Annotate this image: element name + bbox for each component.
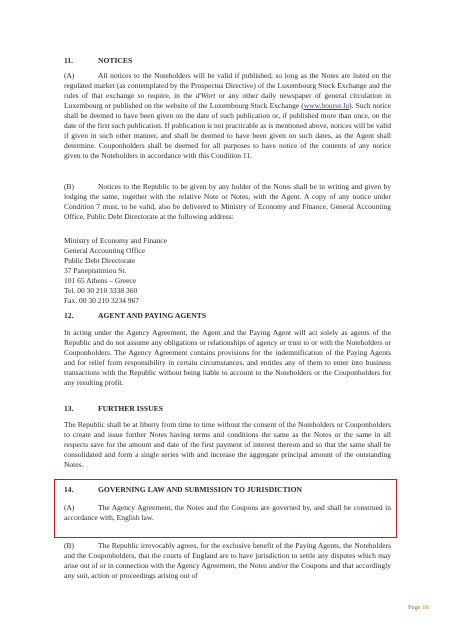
agents-paragraph bbox=[64, 328, 391, 388]
page-number: Page 16 bbox=[408, 604, 429, 611]
section-number: 11. bbox=[64, 56, 74, 65]
ministry-address bbox=[64, 236, 167, 306]
section-13-heading bbox=[64, 404, 394, 414]
notices-paragraph-a bbox=[64, 71, 391, 161]
address-line: Fax. 00 30 210 3234 967 bbox=[64, 296, 139, 305]
paragraph-text: Notices to the Republic to be given by any holder of the Notes shall be in writing and given by lodging the same, together with the relative Note or Notes, with the Agent. A copy of any notice under Condition 7 must, to be valid, also be delivered to Ministry of Economy and Finance, General Accounting Office, Public Debt Directorate at the following address: bbox=[64, 182, 391, 221]
section-title: FURTHER ISSUES bbox=[98, 404, 163, 413]
address-line: General Accounting Office bbox=[64, 246, 146, 255]
further-issues-paragraph bbox=[64, 420, 391, 470]
paragraph-text: The Republic shall be at liberty from time to time without the consent of the Noteholders or Couponholders to create and issue further Notes having terms and conditions the same as the Notes or the same in all respects save for the amount and date of the first payment of interest thereon and so that the same shall be consolidated and form a single series with and increase the aggregate principal amount of the outstanding Notes. bbox=[64, 420, 391, 469]
section-number: 13. bbox=[64, 404, 74, 413]
paragraph-text: ). Such notice shall be deemed to have been given on the date of such publication or, if published more than once, on the date of the first such publication. If publication is not practicable as is mentioned above, notices will be valid if given in such other manner, and shall be deemed to have been given on such dates, as the Agent shall determine. Couponholders shall be deemed for all purposes to have notice of the contents of any notice given to the Noteholders in accordance with this Condition 11. bbox=[64, 101, 391, 160]
section-12-heading bbox=[64, 311, 394, 321]
section-title: AGENT AND PAYING AGENTS bbox=[98, 311, 207, 320]
address-line: Ministry of Economy and Finance bbox=[64, 236, 167, 245]
paragraph-tag: (A) bbox=[64, 71, 75, 80]
paragraph-text: All notices to the Noteholders will be valid if published, so long as the Notes are listed on the regulated market (as contemplated by the Prospectus Directive) of the Luxembourg Stock Exchange and the rules of that exchange so require, in the bbox=[64, 71, 391, 100]
section-14-heading bbox=[64, 485, 394, 495]
governing-law-paragraph-a bbox=[64, 503, 391, 523]
notices-paragraph-b bbox=[64, 182, 391, 222]
section-title: NOTICES bbox=[98, 56, 133, 65]
paragraph-tag: (A) bbox=[64, 503, 75, 512]
paragraph-text: In acting under the Agency Agreement, the Agent and the Paying Agent will act solely as agents of the Republic and do not assume any obligations or relationships of agency or trust to or with the Noteholders or Couponholders. The Agency Agreement contains provisions for the indemnification of the Paying Agents and for relief from responsibility in certain circumstances, and entitles any of them to enter into business transactions with the Republic without being liable to account to the Noteholders or the Couponholders for any resulting profit. bbox=[64, 328, 391, 387]
governing-law-paragraph-b bbox=[64, 541, 391, 581]
paragraph-text: The Agency Agreement, the Notes and the Coupons are governed by, and shall be construed in accordance with, English law. bbox=[64, 503, 391, 522]
address-line: 37 Panepistimiou St. bbox=[64, 266, 127, 275]
paragraph-text: or any other daily newspaper of general circulation in Luxembourg or published on the website of the Luxembourg Stock Exchange ( bbox=[64, 91, 391, 110]
address-line: Tel. 00 30 210 3338 360 bbox=[64, 286, 138, 295]
section-title: GOVERNING LAW AND SUBMISSION TO JURISDICTION bbox=[98, 485, 303, 494]
newspaper-name: d'Wort bbox=[195, 91, 216, 100]
section-number: 12. bbox=[64, 311, 74, 320]
address-line: Public Debt Directorate bbox=[64, 256, 136, 265]
paragraph-tag: (B) bbox=[64, 541, 74, 550]
paragraph-text: The Republic irrevocably agrees, for the exclusive benefit of the Paying Agents, the Noteholders and the Couponholders, that the courts of England are to have jurisdiction to settle any disputes which may arise out of or in connection with the Agency Agreement, the Notes and/or the Coupons and that accordingly any suit, action or proceedings arising out of bbox=[64, 541, 391, 580]
section-number: 14. bbox=[64, 485, 74, 494]
paragraph-tag: (B) bbox=[64, 182, 74, 191]
bourse-link[interactable]: www.bourse.lu bbox=[303, 101, 350, 110]
address-line: 101 65 Athens – Greece bbox=[64, 276, 137, 285]
section-11-heading bbox=[64, 56, 394, 66]
